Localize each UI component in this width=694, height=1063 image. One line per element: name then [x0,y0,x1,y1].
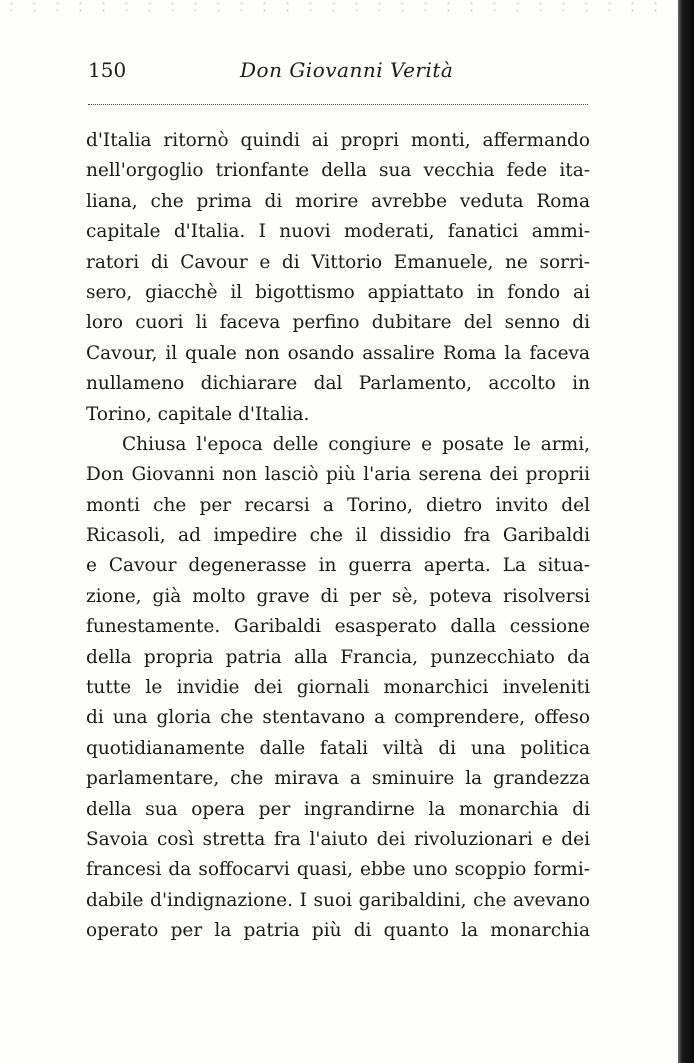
page-specks [0,0,694,14]
text-line: quotidianamente dalle fatali viltà di una politica [86,737,590,759]
text-line: d'Italia ritornò quindi ai propri monti, affermando [86,130,590,151]
text-line: funestamente. Garibaldi esasperato dalla cessione [86,616,590,638]
text-line: sero, giacchè il bigottismo appiattato in fondo ai [86,281,590,303]
text-line: Cavour, il quale non osando assalire Roma la faceva [86,342,590,364]
text-line: della propria patria alla Francia, punzecchiato da [86,646,590,668]
text-line: nell'orgoglio trionfante della sua vecchia fede ita- [86,160,590,182]
page-header [88,58,588,90]
text-line: tutte le invidie dei giornali monarchici inveleniti [86,677,590,699]
text-line: Torino, capitale d'Italia. [86,403,310,425]
text-line: liana, che prima di morire avrebbe veduta Roma [86,190,590,212]
header-rule [88,104,588,105]
running-title: Don Giovanni Verità [240,58,454,82]
binding-edge [678,0,694,1063]
paragraph-2 [86,430,590,947]
text-line: nullameno dichiarare dal Parlamento, accolto in [86,373,590,395]
body-text [86,126,590,947]
text-line: e Cavour degenerasse in guerra aperta. La situa- [86,555,590,577]
text-line: operato per la patria più di quanto la monarchia [86,920,590,942]
text-line: Savoia così stretta fra l'aiuto dei rivoluzionari e dei [86,828,590,850]
text-line: di una gloria che stentavano a comprendere, offeso [86,707,590,729]
text-line: loro cuori li faceva perfino dubitare del senno di [86,312,590,334]
text-line: della sua opera per ingrandirne la monarchia di [86,798,590,820]
text-line: dabile d'indignazione. I suoi garibaldini, che avevano [86,889,590,911]
text-line: francesi da soffocarvi quasi, ebbe uno scoppio formi- [86,859,590,881]
text-line: monti che per recarsi a Torino, dietro invito del [86,494,590,516]
text-line: parlamentare, che mirava a sminuire la grandezza [86,768,590,790]
text-line: Ricasoli, ad impedire che il dissidio fra Garibaldi [86,525,590,547]
text-line: Chiusa l'epoca delle congiure e posate le armi, [122,433,590,455]
text-line: capitale d'Italia. I nuovi moderati, fanatici ammi- [86,221,590,243]
paragraph-1 [86,126,590,430]
page-number: 150 [88,58,127,82]
text-line: ratori di Cavour e di Vittorio Emanuele, ne sorri- [86,251,590,273]
text-line: zione, già molto grave di per sè, poteva risolversi [86,585,590,607]
text-line: Don Giovanni non lasciò più l'aria serena dei proprii [86,464,590,486]
